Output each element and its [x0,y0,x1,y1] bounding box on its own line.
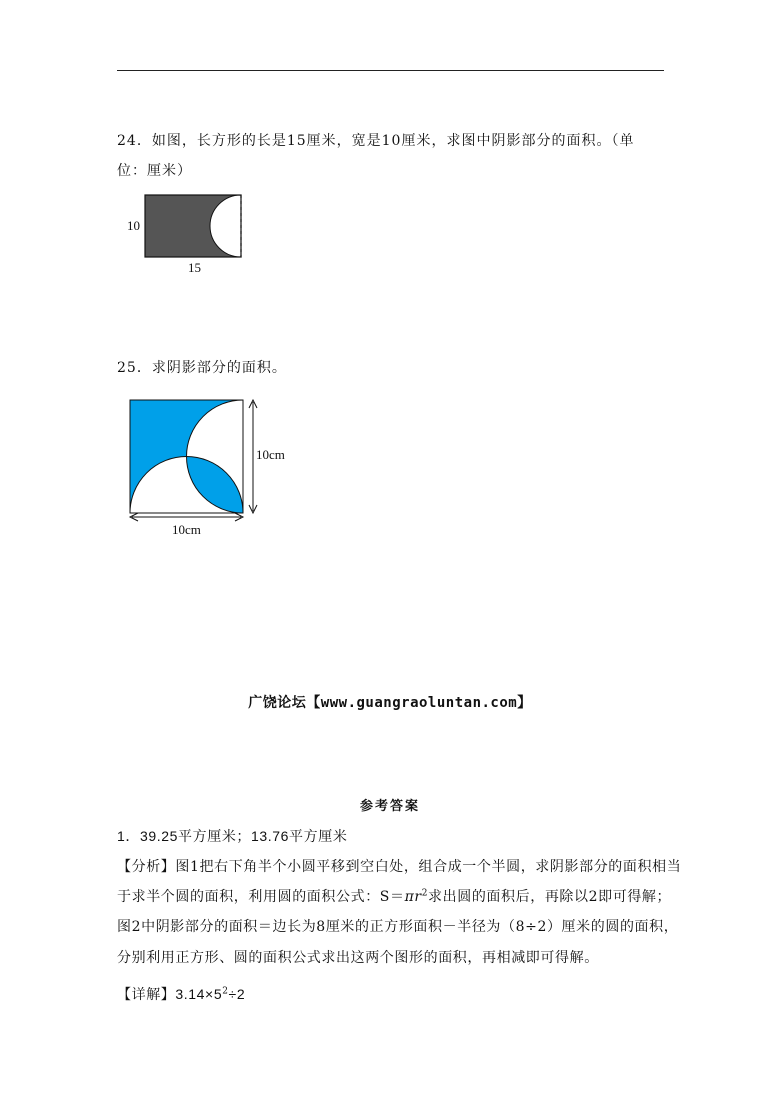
detail-formula-pre: 3.14×5 [175,986,223,1002]
answer-1 [117,826,347,846]
analysis-line-1: 【分析】图1把右下角半个小圆平移到空白处，组合成一个半圆，求阴影部分的面积相当 [117,859,682,875]
detail-formula-post: ÷2 [228,986,246,1002]
side-length-label: 10 [127,218,140,233]
square-exponent: 2 [421,888,429,899]
analysis-line-2-post: 求出圆的面积后，再除以2即可得解； [428,889,672,905]
watermark-text: 广饶论坛【www.guangraoluntan.com】 [248,695,532,711]
radius-symbol: r [414,889,422,905]
pi-symbol: π [404,889,415,905]
detail-exponent: 2 [222,986,229,997]
answer-1-text: 1．39.25平方厘米；13.76平方厘米 [117,828,348,844]
analysis-line-4: 分别利用正方形、圆的面积公式求出这两个图形的面积，再相减即可得解。 [117,950,599,966]
question-24-text: 24．如图，长方形的长是15厘米，宽是10厘米，求图中阴影部分的面积。（单位：厘米） [117,133,635,179]
analysis-line-2-pre: 于求半个圆的面积，利用圆的面积公式：S＝ [117,889,405,905]
analysis-line-2 [117,886,671,906]
detail-label: 【详解】 [117,987,176,1003]
question-25-figure [120,390,300,540]
question-24-figure [118,186,258,278]
height-label: 10cm [256,447,285,462]
answers-title: 参考答案 [359,799,420,814]
question-25-text: 25．求阴影部分的面积。 [117,360,287,376]
detail-line [117,984,245,1004]
analysis-line-3: 图2中阴影部分的面积＝边长为8厘米的正方形面积－半径为（8÷2）厘米的圆的面积， [117,919,679,935]
width-label: 10cm [172,522,201,537]
header-rule [117,70,664,71]
bottom-length-label: 15 [188,260,201,275]
